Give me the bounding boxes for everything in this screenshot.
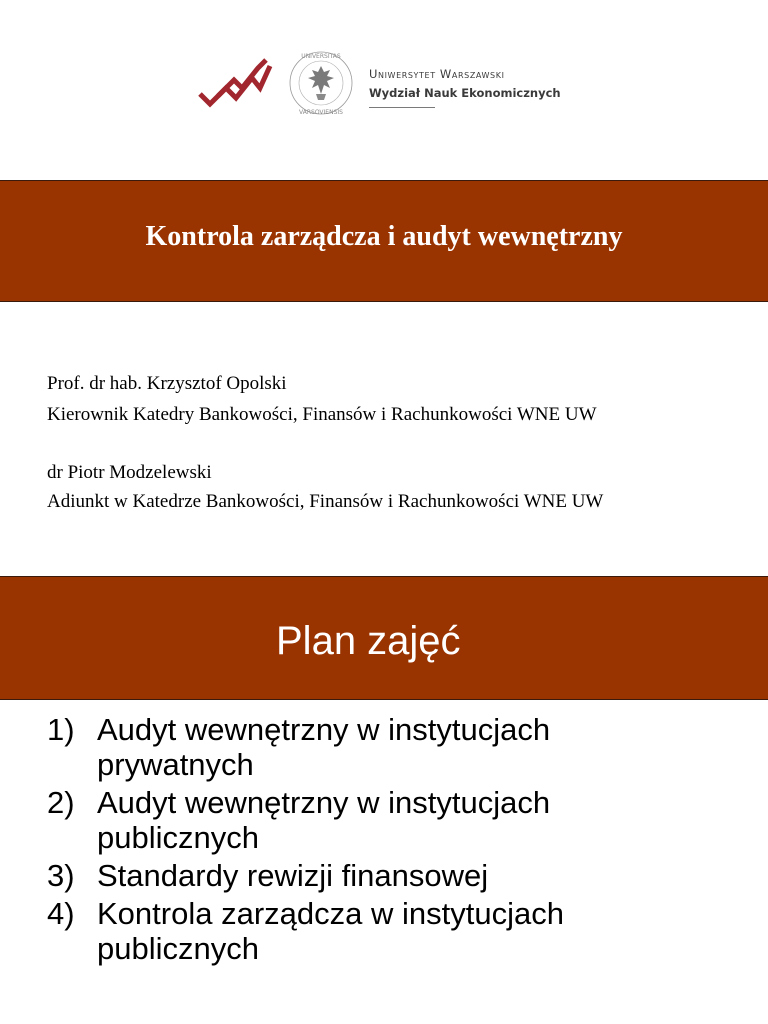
author-2-name: dr Piotr Modzelewski xyxy=(47,462,212,483)
list-item-number: 3) xyxy=(47,858,75,893)
university-name: Uniwersytet Warszawski xyxy=(369,67,505,81)
svg-text:UNIVERSITAS: UNIVERSITAS xyxy=(301,53,341,60)
list-item xyxy=(0,858,657,893)
plan-list xyxy=(0,712,768,969)
list-item-text: Audyt wewnętrzny w instytucjach prywatnych xyxy=(97,712,551,782)
wne-logo-icon xyxy=(196,52,276,112)
logo-header xyxy=(0,0,768,160)
list-item-text: Standardy rewizji finansowej xyxy=(97,858,489,893)
slide-2-title-band xyxy=(0,576,768,700)
list-item-text: Audyt wewnętrzny w instytucjach publicznych xyxy=(97,785,551,855)
list-item xyxy=(0,785,657,855)
svg-text:VARSOVIENSIS: VARSOVIENSIS xyxy=(299,109,343,116)
author-2-role: Adiunkt w Katedrze Bankowości, Finansów i Rachunkowości WNE UW xyxy=(47,491,604,512)
list-item-text: Kontrola zarządcza w instytucjach publicznych xyxy=(97,896,564,966)
logo-divider xyxy=(369,107,435,108)
faculty-name: Wydział Nauk Ekonomicznych xyxy=(369,86,561,100)
university-seal-icon xyxy=(286,48,356,118)
title-band xyxy=(0,180,768,302)
list-item-number: 1) xyxy=(47,712,75,747)
list-item-number: 2) xyxy=(47,785,75,820)
presentation-title: Kontrola zarządcza i audyt wewnętrzny xyxy=(145,221,623,252)
list-item xyxy=(0,712,657,782)
author-1-role: Kierownik Katedry Bankowości, Finansów i Rachunkowości WNE UW xyxy=(47,404,597,425)
author-1-name: Prof. dr hab. Krzysztof Opolski xyxy=(47,373,287,394)
list-item-number: 4) xyxy=(47,896,75,931)
slide-2-title: Plan zajęć xyxy=(276,619,461,663)
list-item xyxy=(0,896,657,966)
